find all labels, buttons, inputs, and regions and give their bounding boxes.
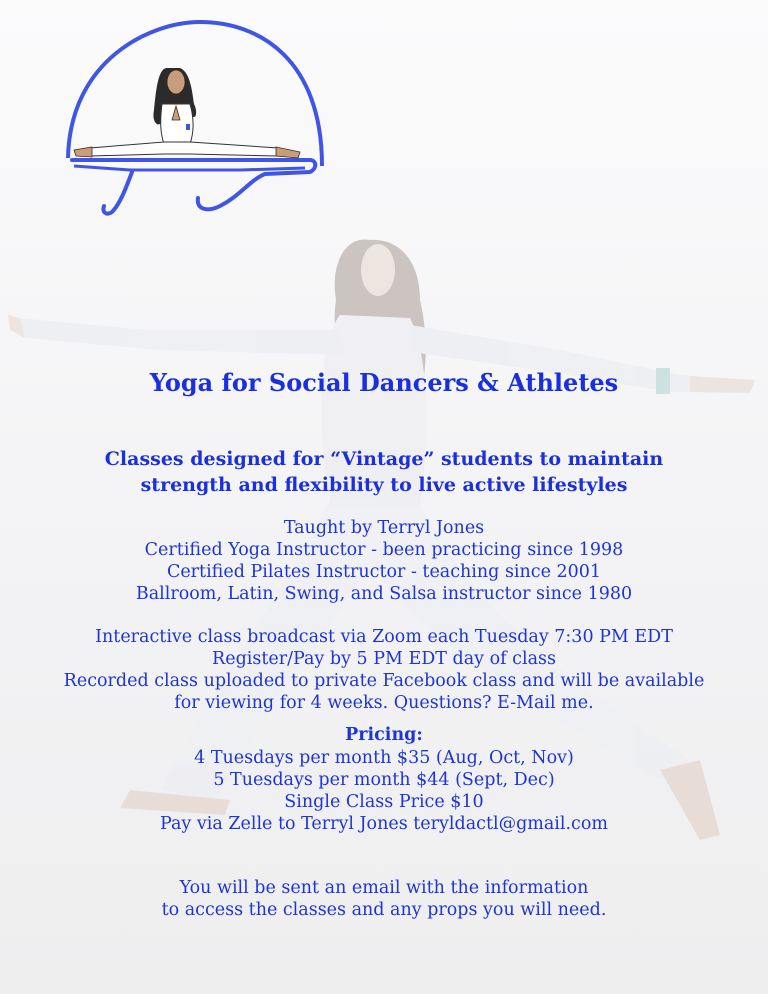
pricing-line: Single Class Price $10: [284, 792, 484, 812]
yoga-logo-icon: [60, 20, 340, 220]
instructor-line: Certified Pilates Instructor - teaching since 2001: [166, 562, 602, 582]
instructor-info: [0, 517, 768, 605]
instructor-line: Certified Yoga Instructor - been practicing since 1998: [144, 540, 624, 560]
subtitle-line: Classes designed for “Vintage” students to maintain: [104, 448, 664, 470]
footer-line: You will be sent an email with the information: [179, 878, 589, 898]
pricing-info: [0, 747, 768, 835]
instructor-line: Ballroom, Latin, Swing, and Salsa instructor since 1980: [135, 584, 633, 604]
pricing-heading: Pricing:: [345, 725, 423, 745]
schedule-line: Interactive class broadcast via Zoom each Tuesday 7:30 PM EDT: [95, 627, 673, 647]
schedule-line: Recorded class uploaded to private Facebook class and will be available: [63, 671, 705, 691]
pricing-line: 4 Tuesdays per month $35 (Aug, Oct, Nov): [194, 748, 574, 768]
footer-note: [0, 877, 768, 921]
subtitle-line: strength and flexibility to live active lifestyles: [140, 474, 628, 496]
pricing-line: Pay via Zelle to Terryl Jones teryldactl@gmail.com: [159, 814, 608, 834]
schedule-line: Register/Pay by 5 PM EDT day of class: [212, 649, 556, 669]
schedule-info: [0, 626, 768, 714]
schedule-line: for viewing for 4 weeks. Questions? E-Mail me.: [174, 693, 594, 713]
pricing-line: 5 Tuesdays per month $44 (Sept, Dec): [213, 770, 555, 790]
subtitle: [0, 446, 768, 498]
page-title: Yoga for Social Dancers & Athletes: [149, 368, 619, 397]
instructor-line: Taught by Terryl Jones: [283, 518, 485, 538]
footer-line: to access the classes and any props you will need.: [161, 900, 607, 920]
